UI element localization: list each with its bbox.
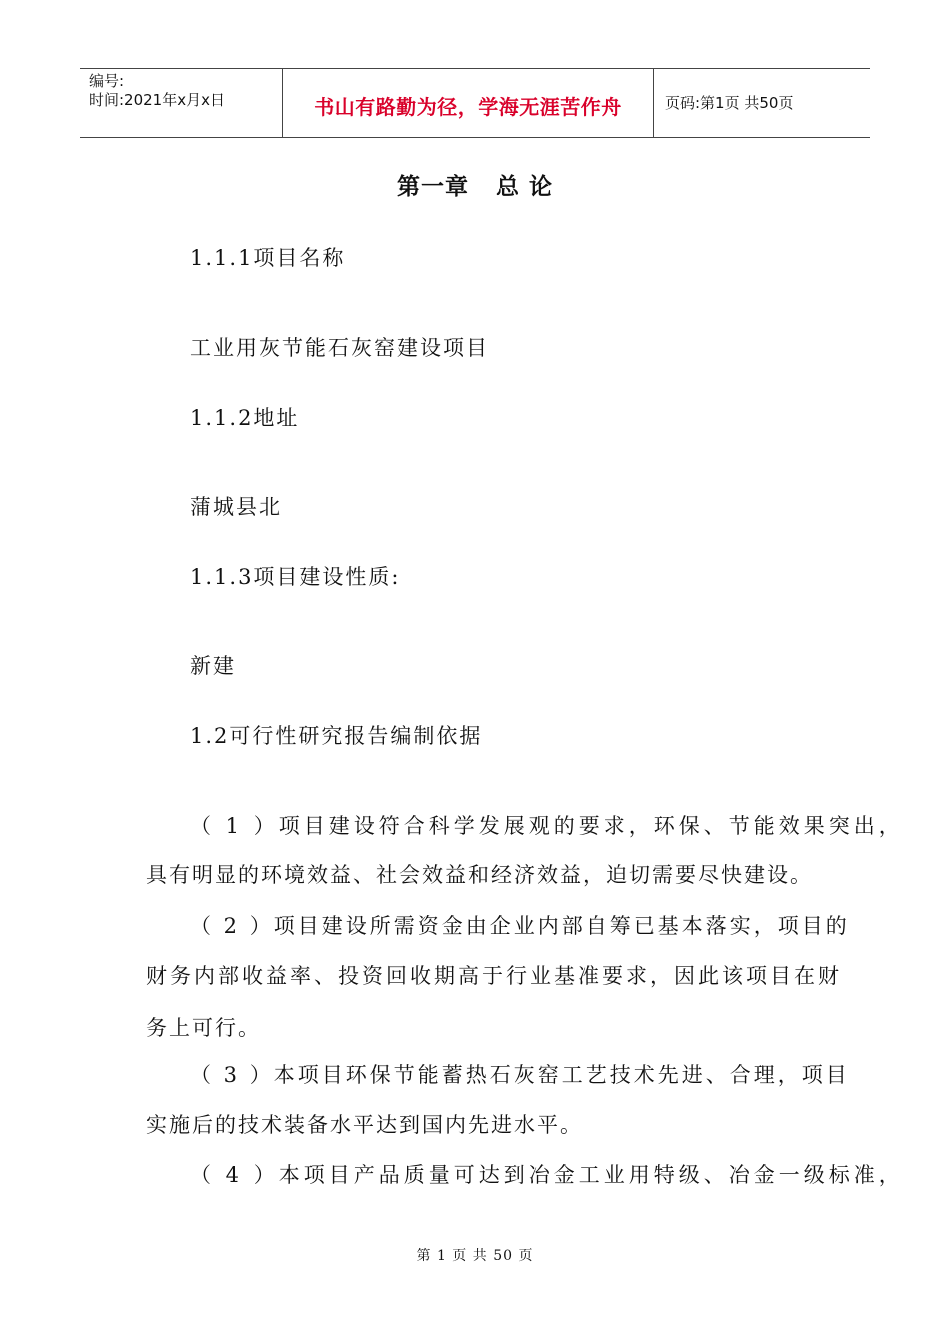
section-heading-1-1-2: 1.1.2地址 bbox=[190, 406, 300, 430]
page-footer: 第 1 页 共 50 页 bbox=[416, 1248, 534, 1264]
paragraph-line: （ 4 ）本项目产品质量可达到冶金工业用特级、冶金一级标准， bbox=[190, 1163, 904, 1187]
chapter-title: 第一章 总 论 bbox=[396, 174, 554, 200]
paragraph-line: （ 3 ）本项目环保节能蓄热石灰窑工艺技术先进、合理，项目 bbox=[190, 1063, 850, 1087]
section-body-address: 蒲城县北 bbox=[190, 495, 282, 519]
paragraph-line: （ 2 ）项目建设所需资金由企业内部自筹已基本落实，项目的 bbox=[190, 914, 850, 938]
section-heading-1-1-1: 1.1.1项目名称 bbox=[190, 246, 346, 270]
header-page-info: 页码:第1页 共50页 bbox=[665, 94, 794, 112]
header-meta-cell bbox=[80, 69, 283, 137]
header-page-cell bbox=[654, 69, 870, 137]
paragraph-line: 实施后的技术装备水平达到国内先进水平。 bbox=[146, 1113, 583, 1137]
paragraph-line: 务上可行。 bbox=[146, 1016, 261, 1040]
section-heading-1-1-3: 1.1.3项目建设性质: bbox=[190, 565, 401, 589]
paragraph-line: 财务内部收益率、投资回收期高于行业基准要求，因此该项目在财 bbox=[146, 964, 842, 988]
document-date-label: 时间:2021年x月x日 bbox=[89, 91, 225, 109]
section-body-nature: 新建 bbox=[190, 654, 236, 678]
header-motto-cell bbox=[283, 69, 654, 137]
header-motto: 书山有路勤为径，学海无涯苦作舟 bbox=[314, 95, 622, 119]
section-heading-1-2: 1.2可行性研究报告编制依据 bbox=[190, 724, 483, 748]
page-header bbox=[80, 68, 870, 138]
paragraph-line: 具有明显的环境效益、社会效益和经济效益，迫切需要尽快建设。 bbox=[146, 863, 813, 887]
paragraph-line: （ 1 ）项目建设符合科学发展观的要求，环保、节能效果突出， bbox=[190, 814, 904, 838]
section-body-project-name: 工业用灰节能石灰窑建设项目 bbox=[190, 336, 489, 360]
document-number-label: 编号: bbox=[89, 72, 125, 90]
